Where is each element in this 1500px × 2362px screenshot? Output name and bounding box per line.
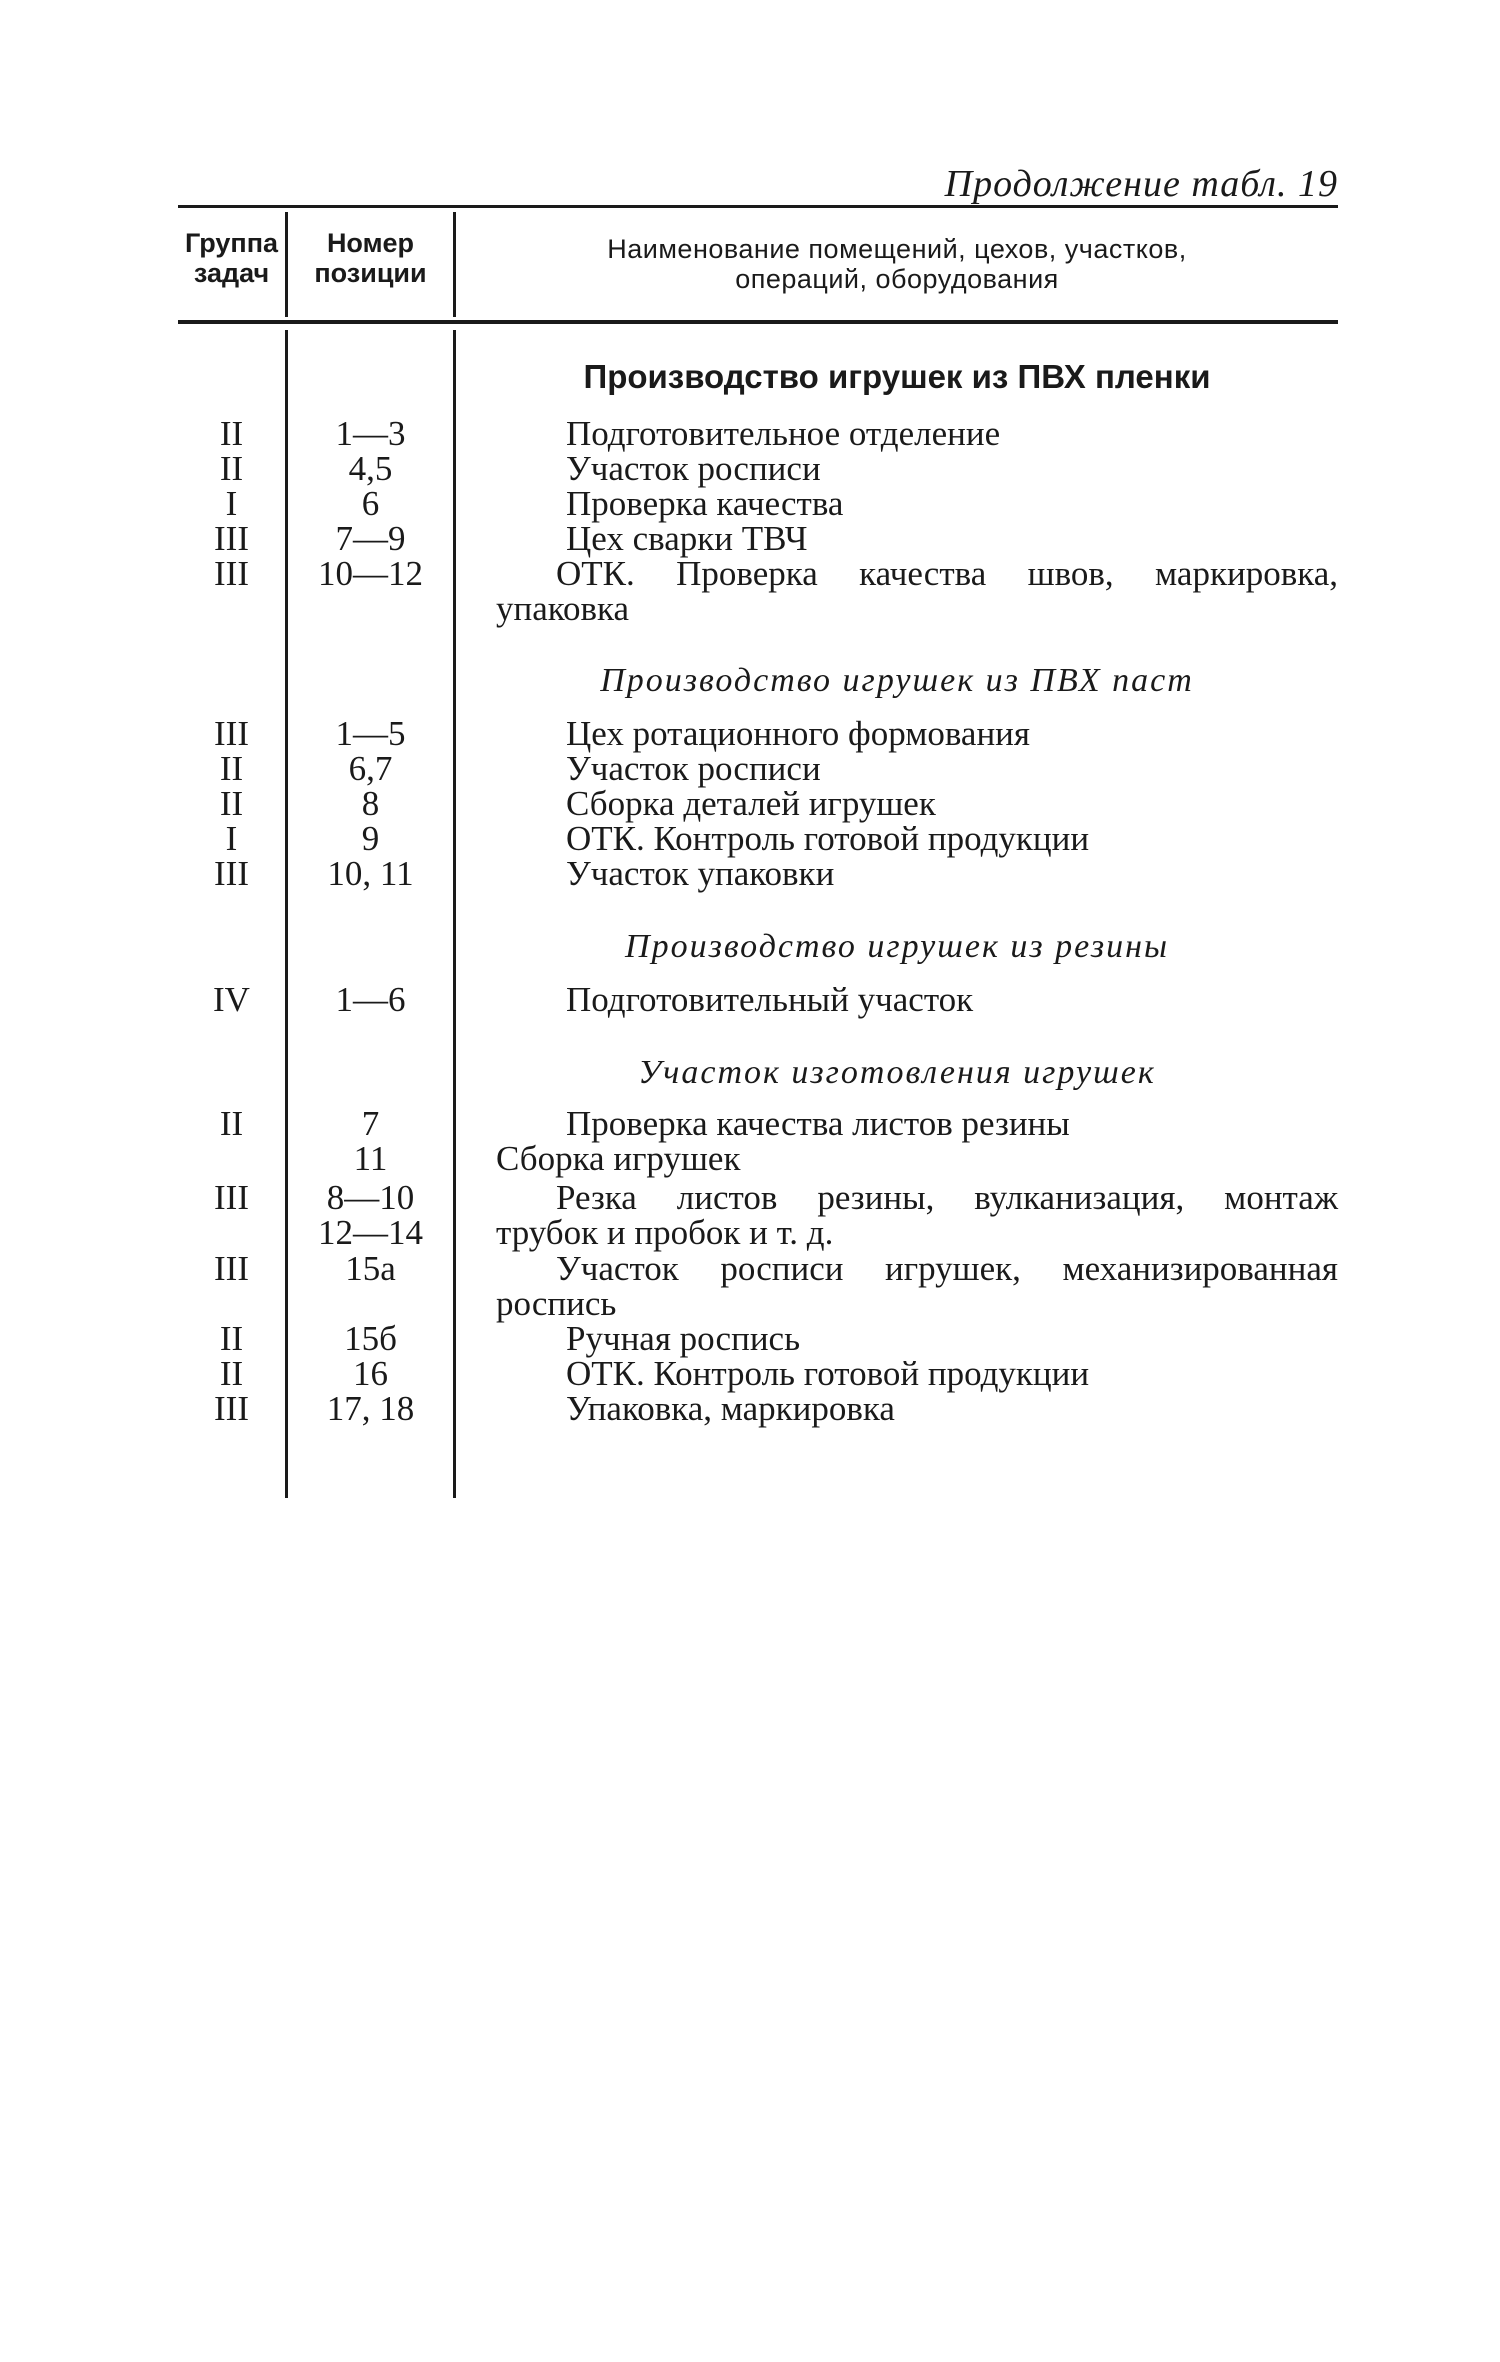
row-number: 1—6: [335, 980, 406, 1019]
row-name: Участок росписи игрушек, механизированная: [556, 1249, 1338, 1288]
table-row: [0, 1141, 1500, 1177]
header-number-line-1: Номер: [326, 228, 415, 258]
section-title: Производство игрушек из резины: [625, 928, 1169, 965]
table-row: [0, 716, 1500, 752]
table-top-rule: [178, 205, 1338, 208]
row-name: Участок росписи: [566, 749, 821, 788]
row-number: 17, 18: [326, 1389, 415, 1428]
row-number: 11: [353, 1139, 388, 1178]
row-group: II: [219, 1319, 244, 1358]
section-title: Участок изготовления игрушек: [638, 1054, 1156, 1091]
table-row: [0, 1356, 1500, 1392]
row-number: 15а: [345, 1249, 396, 1288]
table-caption: Продолжение табл. 19: [944, 163, 1338, 205]
row-number: 10—12: [318, 554, 423, 593]
row-group: III: [214, 519, 249, 558]
row-group: II: [219, 414, 244, 453]
row-number: 9: [361, 819, 380, 858]
row-number: 6,7: [348, 749, 393, 788]
row-name: Сборка игрушек: [496, 1139, 741, 1178]
row-name: Упаковка, маркировка: [566, 1389, 895, 1428]
row-number: 15б: [344, 1319, 397, 1358]
row-name-continuation: роспись: [496, 1284, 617, 1323]
row-group: II: [219, 784, 244, 823]
row-name: ОТК. Контроль готовой продукции: [566, 1354, 1090, 1393]
section-title: Производство игрушек из ПВХ паст: [600, 662, 1194, 699]
row-name: Сборка деталей игрушек: [566, 784, 936, 823]
row-name: Подготовительный участок: [566, 980, 974, 1019]
row-name: Подготовительное отделение: [566, 414, 1001, 453]
row-number: 6: [361, 484, 380, 523]
section-title: Производство игрушек из ПВХ пленки: [583, 358, 1211, 395]
row-group: III: [214, 554, 249, 593]
header-name-line-2: операций, оборудования: [735, 264, 1059, 294]
row-group: IV: [213, 980, 250, 1019]
row-number: 10, 11: [327, 854, 414, 893]
row-name: Проверка качества листов резины: [566, 1104, 1070, 1143]
table-row: [0, 982, 1500, 1018]
table-row: [0, 1215, 1500, 1251]
header-name-line-1: Наименование помещений, цехов, участков,: [607, 234, 1187, 264]
table-row: [0, 1391, 1500, 1427]
row-number: 12—14: [318, 1213, 423, 1252]
row-group: III: [214, 1389, 249, 1428]
row-group: II: [219, 749, 244, 788]
header-number-line-2: позиции: [314, 258, 427, 288]
row-name: ОТК. Проверка качества швов, маркировка,: [556, 554, 1338, 593]
header-bottom-rule: [178, 320, 1338, 324]
table-row: [0, 1180, 1500, 1216]
table-row: [0, 486, 1500, 522]
row-number: 16: [353, 1354, 388, 1393]
row-group: I: [225, 484, 238, 523]
row-name: ОТК. Контроль готовой продукции: [566, 819, 1090, 858]
header-number: [288, 228, 453, 288]
header-group-line-1: Группа: [184, 228, 279, 258]
row-group: II: [219, 1104, 244, 1143]
row-number: 8—10: [326, 1178, 415, 1217]
table-row: [0, 1321, 1500, 1357]
header-group: [178, 228, 285, 288]
row-number: 8: [361, 784, 380, 823]
row-group: III: [214, 714, 249, 753]
row-group: I: [225, 819, 238, 858]
table-row: [0, 556, 1500, 592]
row-group: III: [214, 1249, 249, 1288]
row-group: III: [214, 854, 249, 893]
table-row: [0, 1106, 1500, 1142]
table-row: [0, 416, 1500, 452]
row-number: 1—3: [335, 414, 406, 453]
table-row: [0, 1251, 1500, 1287]
row-name: трубок и пробок и т. д.: [496, 1213, 834, 1252]
row-name: Участок упаковки: [566, 854, 835, 893]
row-group: II: [219, 449, 244, 488]
header-group-line-2: задач: [193, 258, 270, 288]
table-row: [0, 521, 1500, 557]
row-name: Проверка качества: [566, 484, 844, 523]
row-number: 7: [361, 1104, 380, 1143]
header-name: [456, 234, 1338, 294]
table-row: [0, 856, 1500, 892]
table-row: [0, 451, 1500, 487]
table-row: [0, 821, 1500, 857]
row-group: II: [219, 1354, 244, 1393]
row-name: Ручная роспись: [566, 1319, 801, 1358]
row-name: Цех ротационного формования: [566, 714, 1031, 753]
table-row: [0, 751, 1500, 787]
row-number: 7—9: [335, 519, 406, 558]
row-number: 4,5: [348, 449, 393, 488]
row-number: 1—5: [335, 714, 406, 753]
table-row: [0, 786, 1500, 822]
row-group: III: [214, 1178, 249, 1217]
row-name-continuation: упаковка: [496, 589, 630, 628]
row-name: Цех сварки ТВЧ: [566, 519, 808, 558]
row-name: Участок росписи: [566, 449, 821, 488]
row-name: Резка листов резины, вулканизация, монтаж: [556, 1178, 1338, 1217]
